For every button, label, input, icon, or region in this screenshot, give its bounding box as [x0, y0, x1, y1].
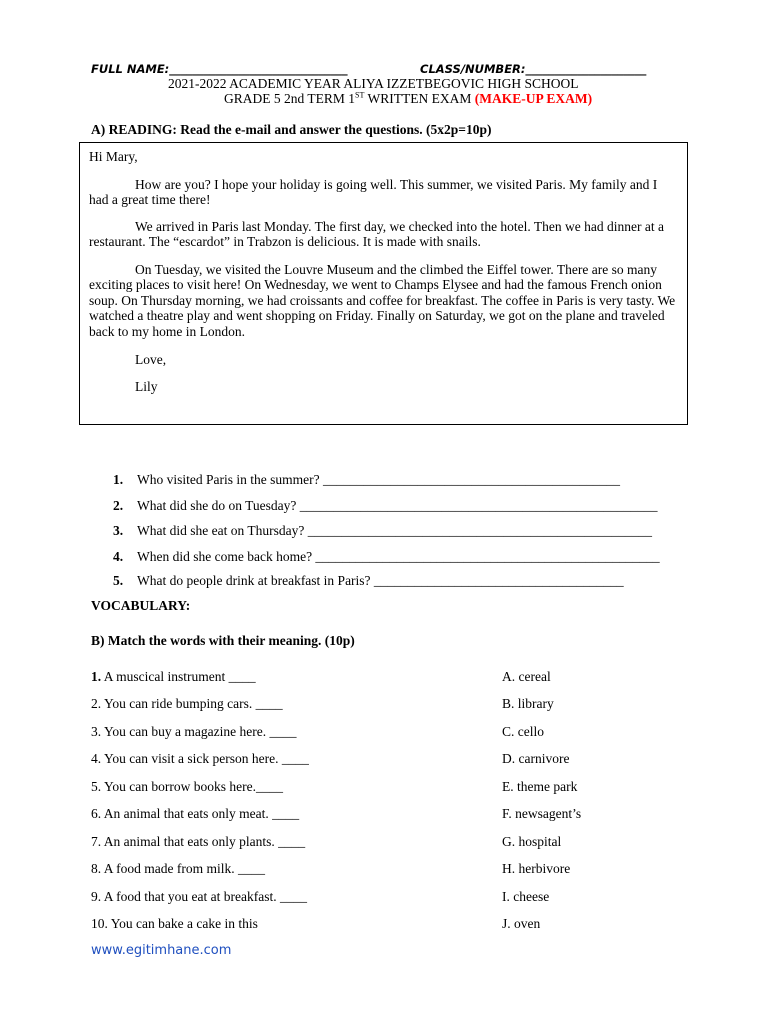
exam-title-line1: 2021-2022 ACADEMIC YEAR ALIYA IZZETBEGOVIC HIGH SCHOOL: [168, 76, 579, 91]
option-a: A. cereal: [502, 669, 551, 684]
match-item-6[interactable]: 6. An animal that eats only meat. ____: [91, 806, 300, 821]
makeup-exam-label: (MAKE-UP EXAM): [474, 91, 593, 106]
question-number: 3.: [113, 523, 124, 538]
email-signature: Lily: [135, 379, 158, 394]
match-item-10[interactable]: 10. You can bake a cake in this: [91, 916, 258, 931]
email-closing: Love,: [135, 352, 167, 367]
match-item-4[interactable]: 4. You can visit a sick person here. ____: [91, 751, 309, 766]
question-number: 2.: [113, 498, 124, 513]
class-number-field: CLASS/NUMBER:_____________________: [420, 62, 647, 76]
exam-title-line2: [224, 91, 592, 107]
match-item-2[interactable]: 2. You can ride bumping cars. ____: [91, 696, 283, 711]
match-item-8[interactable]: 8. A food made from milk. ____: [91, 861, 265, 876]
option-f: F. newsagent’s: [502, 806, 582, 821]
option-c: C. cello: [502, 724, 544, 739]
option-i: I. cheese: [502, 889, 550, 904]
question-2: [113, 496, 658, 516]
match-item-5[interactable]: 5. You can borrow books here.____: [91, 779, 283, 794]
email-box: [79, 142, 688, 425]
full-name-field: FULL NAME:_______________________________: [91, 62, 348, 76]
question-number: 1.: [113, 472, 124, 487]
email-paragraph-2: We arrived in Paris last Monday. The first day, we checked into the hotel. Then we had dinner at a restaurant. The “escardot” in Trabzon is delicious. It is made with snails.: [89, 219, 664, 250]
option-b: B. library: [502, 696, 554, 711]
question-text[interactable]: What did she eat on Thursday? ___________________________________________________: [137, 523, 652, 538]
vocabulary-heading: VOCABULARY:: [91, 598, 191, 613]
match-item-9[interactable]: 9. A food that you eat at breakfast. ____: [91, 889, 307, 904]
match-item-7[interactable]: 7. An animal that eats only plants. ____: [91, 834, 306, 849]
exam-title-grade: GRADE 5 2nd TERM 1: [224, 91, 356, 106]
question-text[interactable]: What do people drink at breakfast in Paris? _____________________________________: [137, 573, 624, 588]
match-item-number: 1.: [91, 669, 102, 684]
question-number: 5.: [113, 573, 124, 588]
match-item-3[interactable]: 3. You can buy a magazine here. ____: [91, 724, 297, 739]
question-text[interactable]: When did she come back home? ___________________________________________________: [137, 549, 660, 564]
question-5: [113, 571, 624, 591]
email-paragraph-3: On Tuesday, we visited the Louvre Museum and the climbed the Eiffel tower. There are so many exciting places to visit here! On Wednesday, we went to Champs Elysee and had the famous French onion soup. On Thursday morning, we had croissants and coffee for breakfast. The coffee in Paris is very tasty. We watched a theatre play and went shopping on Friday. Finally on Saturday, we got on the plane and traveled back to my home in London.: [89, 262, 676, 339]
option-e: E. theme park: [502, 779, 578, 794]
match-heading: B) Match the words with their meaning. (10p): [91, 633, 355, 648]
exam-title-sup: ST: [355, 90, 365, 100]
exam-title-written: WRITTEN EXAM: [364, 91, 475, 106]
question-4: [113, 547, 660, 567]
option-g: G. hospital: [502, 834, 562, 849]
question-text[interactable]: What did she do on Tuesday? _____________________________________________________: [137, 498, 658, 513]
option-h: H. herbivore: [502, 861, 571, 876]
email-paragraph-1: How are you? I hope your holiday is going well. This summer, we visited Paris. My family and I had a great time there!: [89, 177, 658, 208]
match-item-text[interactable]: A muscical instrument ____: [101, 669, 256, 684]
question-text[interactable]: Who visited Paris in the summer? ____________________________________________: [137, 472, 620, 487]
reading-heading: A) READING: Read the e-mail and answer the questions. (5x2p=10p): [91, 122, 492, 137]
match-item-1: [91, 668, 256, 686]
question-number: 4.: [113, 549, 124, 564]
question-1: [113, 470, 620, 490]
option-j: J. oven: [502, 916, 541, 931]
footer-website-link[interactable]: www.egitimhane.com: [91, 943, 232, 958]
option-d: D. carnivore: [502, 751, 570, 766]
email-greeting: Hi Mary,: [89, 149, 138, 164]
question-3: [113, 521, 652, 541]
